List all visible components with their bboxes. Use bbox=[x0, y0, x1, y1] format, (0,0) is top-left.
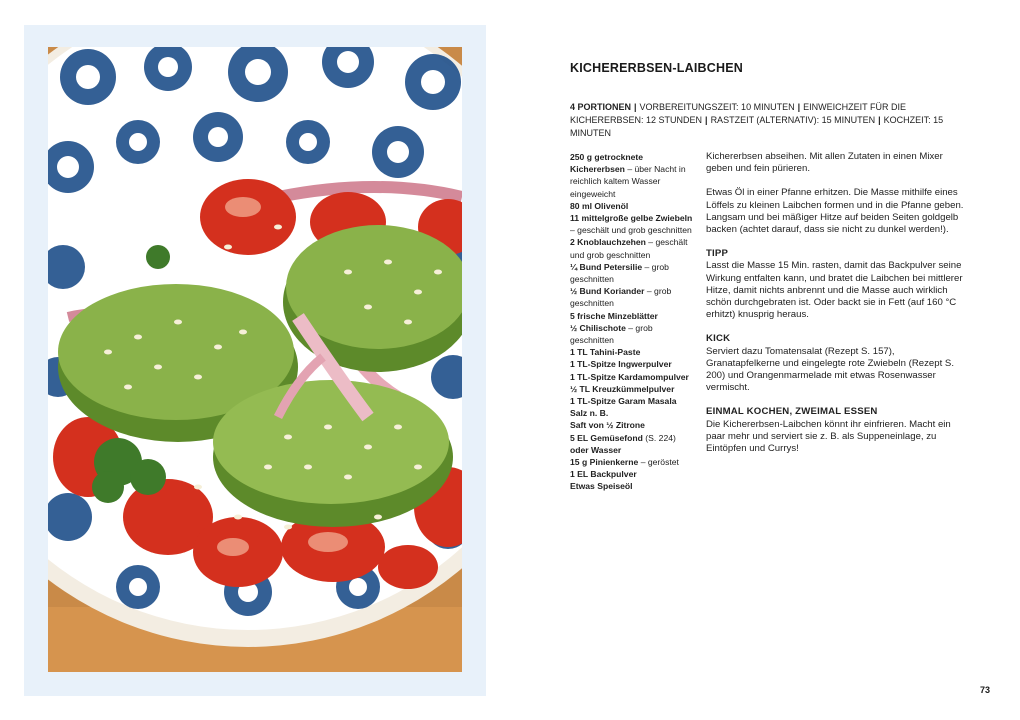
ingredient-item: 11 mittelgroße gelbe Zwiebeln – geschält und grob geschnitten bbox=[570, 213, 693, 236]
ingredient-item: 1 EL Backpulver bbox=[570, 469, 637, 480]
ingredient-item: 1 TL-Spitze Garam Masala bbox=[570, 396, 677, 407]
prep-time: VORBEREITUNGSZEIT: 10 MINUTEN bbox=[639, 102, 795, 112]
chickpea-patties-illustration bbox=[48, 47, 462, 672]
tipp-text: Lasst die Masse 15 Min. rasten, damit das Backpulver seine Wirkung entfalten kann, und bratet die Laibchen bei mittlerer Hitze, damit nichts anbrennt und die Masse auch wirklich schön durchgebraten ist. Oder backt sie in Fett (auf 160 °C erhitzt) knusprig heraus. bbox=[706, 260, 963, 321]
rest-time: RASTZEIT (ALTERNATIV): 15 MINUTEN bbox=[710, 115, 876, 125]
ingredient-item: ½ Bund Koriander – grob geschnitten bbox=[570, 286, 672, 309]
method-column bbox=[706, 151, 964, 467]
ingredient-item: Saft von ½ Zitrone bbox=[570, 420, 645, 431]
ingredient-item: ½ Chilischote – grob geschnitten bbox=[570, 322, 653, 346]
photo-panel bbox=[24, 25, 486, 696]
tipp-heading: TIPP bbox=[706, 248, 729, 260]
kick-text: Serviert dazu Tomatensalat (Rezept S. 157), Granatapfelkerne und eingelegte rote Zwiebeln (Rezept S. 200) und Orangenmarmelade mit etwas Rosenwasser vermischt. bbox=[706, 345, 954, 394]
recipe-meta: 4 PORTIONEN | VORBEREITUNGSZEIT: 10 MINUTEN | EINWEICHZEIT FÜR DIE KICHERERBSEN: 12 STUNDEN | RASTZEIT (ALTERNATIV): 15 MINUTEN | KOCHZEIT: 15 MINUTEN bbox=[570, 102, 944, 138]
ingredient-item: 250 g getrocknete Kichererbsen – über Nacht in reichlich kaltem Wasser eingeweicht bbox=[570, 152, 686, 199]
step-1: Kichererbsen abseihen. Mit allen Zutaten in einen Mixer geben und fein pürieren. bbox=[706, 151, 943, 175]
freeze-heading: EINMAL KOCHEN, ZWEIMAL ESSEN bbox=[706, 406, 878, 418]
freeze-text: Die Kichererbsen-Laibchen könnt ihr einfrieren. Macht ein paar mehr und serviert sie z. B. als Suppeneinlage, zu Eintöpfen und Currys! bbox=[706, 418, 951, 455]
ingredient-item: 5 frische Minzeblätter bbox=[570, 310, 658, 321]
kick-heading: KICK bbox=[706, 333, 731, 345]
ingredient-item: 1 TL Tahini-Paste bbox=[570, 347, 641, 358]
portions: 4 PORTIONEN bbox=[570, 102, 632, 112]
ingredient-item: ½ TL Kreuzkümmelpulver bbox=[570, 383, 675, 394]
ingredient-item: ¼ Bund Petersilie – grob geschnitten bbox=[570, 261, 669, 285]
ingredient-item: Etwas Speiseöl bbox=[570, 481, 633, 492]
ingredient-item: 2 Knoblauchzehen – geschält und grob geschnitten bbox=[570, 237, 688, 260]
ingredient-item: 1 TL-Spitze Kardamompulver bbox=[570, 371, 689, 382]
ingredient-item: Salz n. B. bbox=[570, 408, 609, 419]
cook-time: KOCHZEIT: 15 MINUTEN bbox=[570, 115, 944, 138]
ingredients-list bbox=[570, 151, 695, 493]
recipe-title: KICHERERBSEN-LAIBCHEN bbox=[570, 61, 743, 75]
soak-time: EINWEICHZEIT FÜR DIE KICHERERBSEN: 12 STUNDEN bbox=[570, 102, 906, 125]
food-photo bbox=[48, 47, 462, 672]
ingredient-item: 1 TL-Spitze Ingwerpulver bbox=[570, 359, 672, 370]
ingredient-item: 15 g Pinienkerne – geröstet bbox=[570, 457, 679, 468]
page-number: 73 bbox=[980, 685, 991, 695]
ingredient-item: 5 EL Gemüsefond (S. 224) bbox=[570, 432, 676, 443]
ingredient-item: 80 ml Olivenöl bbox=[570, 200, 629, 211]
ingredient-item: oder Wasser bbox=[570, 444, 622, 455]
step-2: Etwas Öl in einer Pfanne erhitzen. Die Masse mithilfe eines Löffels zu kleinen Laibchen formen und in die Pfanne geben. Langsam und bei mäßiger Hitze auf beiden Seiten goldgelb backen (achtet darauf, dass sie nicht zu dunkel werden!). bbox=[706, 187, 964, 236]
